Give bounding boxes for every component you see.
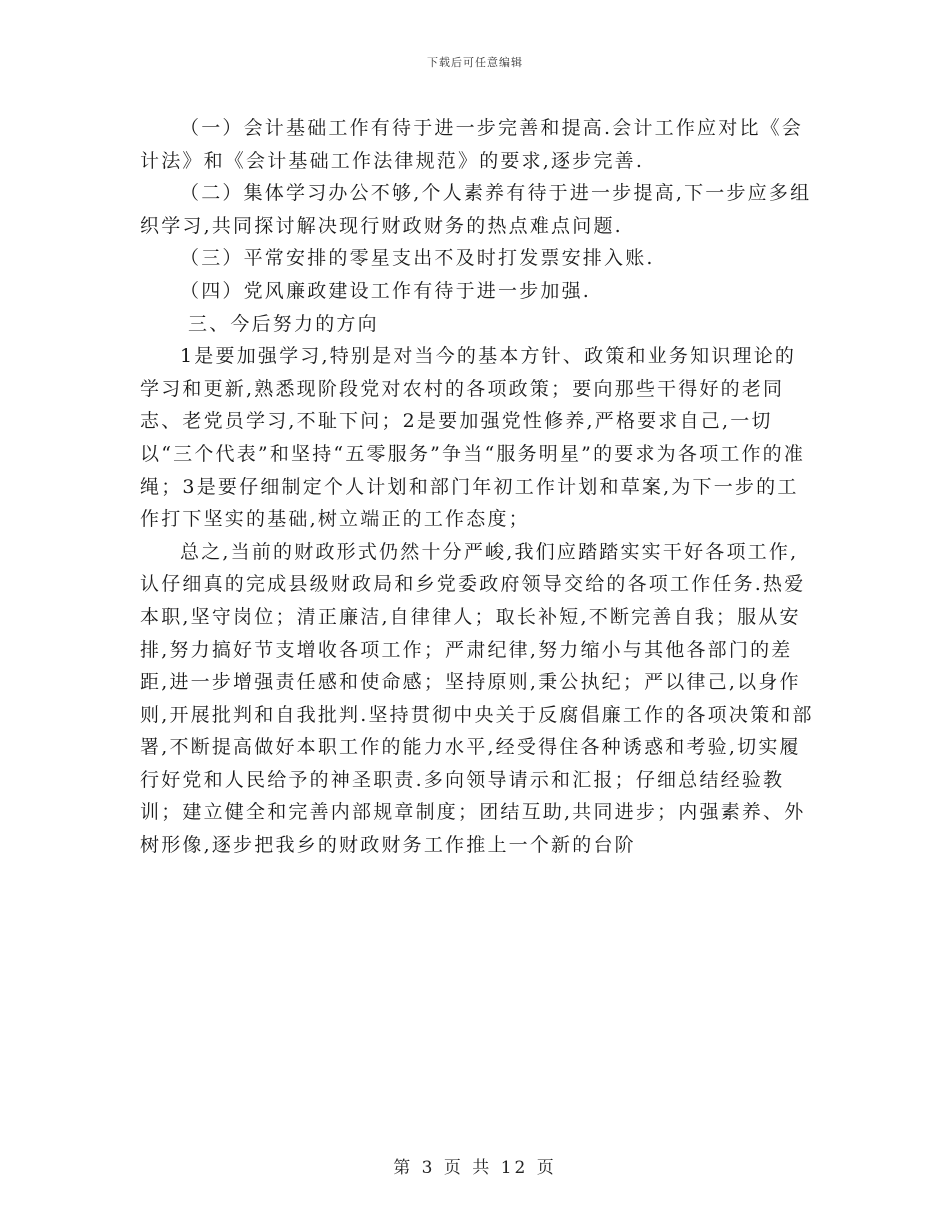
page-number: 第 3 页 共 12 页 xyxy=(393,1158,557,1178)
header-note: 下载后可任意编辑 xyxy=(427,56,523,69)
paragraph-summary: 总之,当前的财政形式仍然十分严峻,我们应踏踏实实干好各项工作,认仔细真的完成县级财政局和乡党委政府领导交给的各项工作任务.热爱本职,坚守岗位；清正廉洁,自律律人；取长补短,不断完善自我；服从安排,努力搞好节支增收各项工作；严肃纪律,努力缩小与其他各部门的差距,进一步增强责任感和使命感；坚持原则,秉公执纪；严以律己,以身作则,开展批判和自我批判.坚持贯彻中央关于反腐倡廉工作的各项决策和部署,不断提高做好本职工作的能力水平,经受得住各种诱惑和考验,切实履行好党和人民给予的神圣职责.多向领导请示和汇报；仔细总结经验教训；建立健全和完善内部规章制度；团结互助,共同进步；内强素养、外树形像,逐步把我乡的财政财务工作推上一个新的台阶 xyxy=(140,540,814,857)
paragraph-issue-4: （四）党风廉政建设工作有待于进一步加强. xyxy=(180,279,592,302)
paragraph-future-plan: 1是要加强学习,特别是对当今的基本方针、政策和业务知识理论的学习和更新,熟悉现阶段党对农村的各项政策；要向那些干得好的老同志、老党员学习,不耻下问；2是要加强党性修养,严格要求自己,一切以“三个代表”和坚持“五零服务”争当“服务明星”的要求为各项工作的准绳；3是要仔细制定个人计划和部门年初工作计划和草案,为下一步的工作打下坚实的基础,树立端正的工作态度； xyxy=(140,345,806,531)
paragraph-issue-2: （二）集体学习办公不够,个人素养有待于进一步提高,下一步应多组织学习,共同探讨解决现行财政财务的热点难点问题. xyxy=(140,182,812,237)
document-body xyxy=(140,112,816,862)
paragraph-issue-1: （一）会计基础工作有待于进一步完善和提高.会计工作应对比《会计法》和《会计基础工作法律规范》的要求,逐步完善. xyxy=(140,117,804,172)
paragraph-issue-3: （三）平常安排的零星支出不及时打发票安排入账. xyxy=(180,247,655,270)
section-heading-future-direction: 三、今后努力的方向 xyxy=(188,312,379,335)
